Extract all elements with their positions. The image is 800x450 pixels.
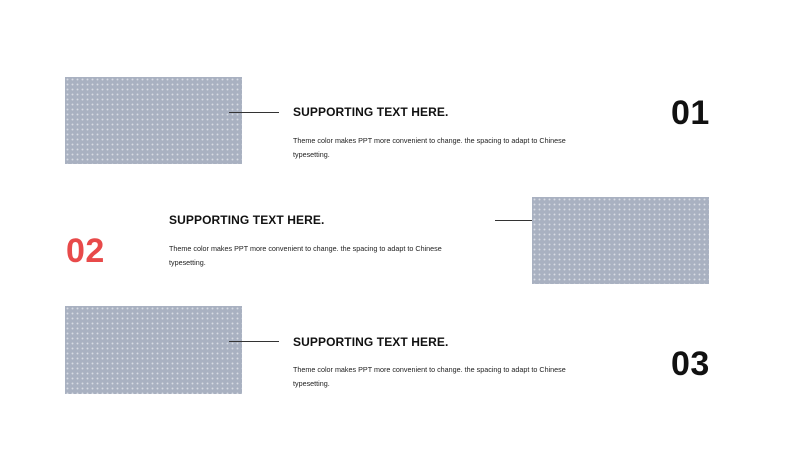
image-placeholder-2 xyxy=(532,197,709,284)
section-1-body: Theme color makes PPT more convenient to change. the spacing to adapt to Chinese typesetting. xyxy=(293,136,566,159)
section-1-number: 01 xyxy=(671,94,710,132)
section-2-body: Theme color makes PPT more convenient to change. the spacing to adapt to Chinese typesetting. xyxy=(169,244,442,267)
connector-line-1 xyxy=(229,112,279,113)
image-placeholder-3 xyxy=(65,306,242,394)
section-1-heading: SUPPORTING TEXT HERE. xyxy=(293,105,449,119)
connector-line-3 xyxy=(229,341,279,342)
section-3-body: Theme color makes PPT more convenient to change. the spacing to adapt to Chinese typesetting. xyxy=(293,365,566,388)
image-placeholder-1 xyxy=(65,77,242,164)
section-3-heading: SUPPORTING TEXT HERE. xyxy=(293,335,449,349)
section-3-number: 03 xyxy=(671,345,710,383)
section-2-heading: SUPPORTING TEXT HERE. xyxy=(169,213,325,227)
section-2-number: 02 xyxy=(66,232,105,270)
